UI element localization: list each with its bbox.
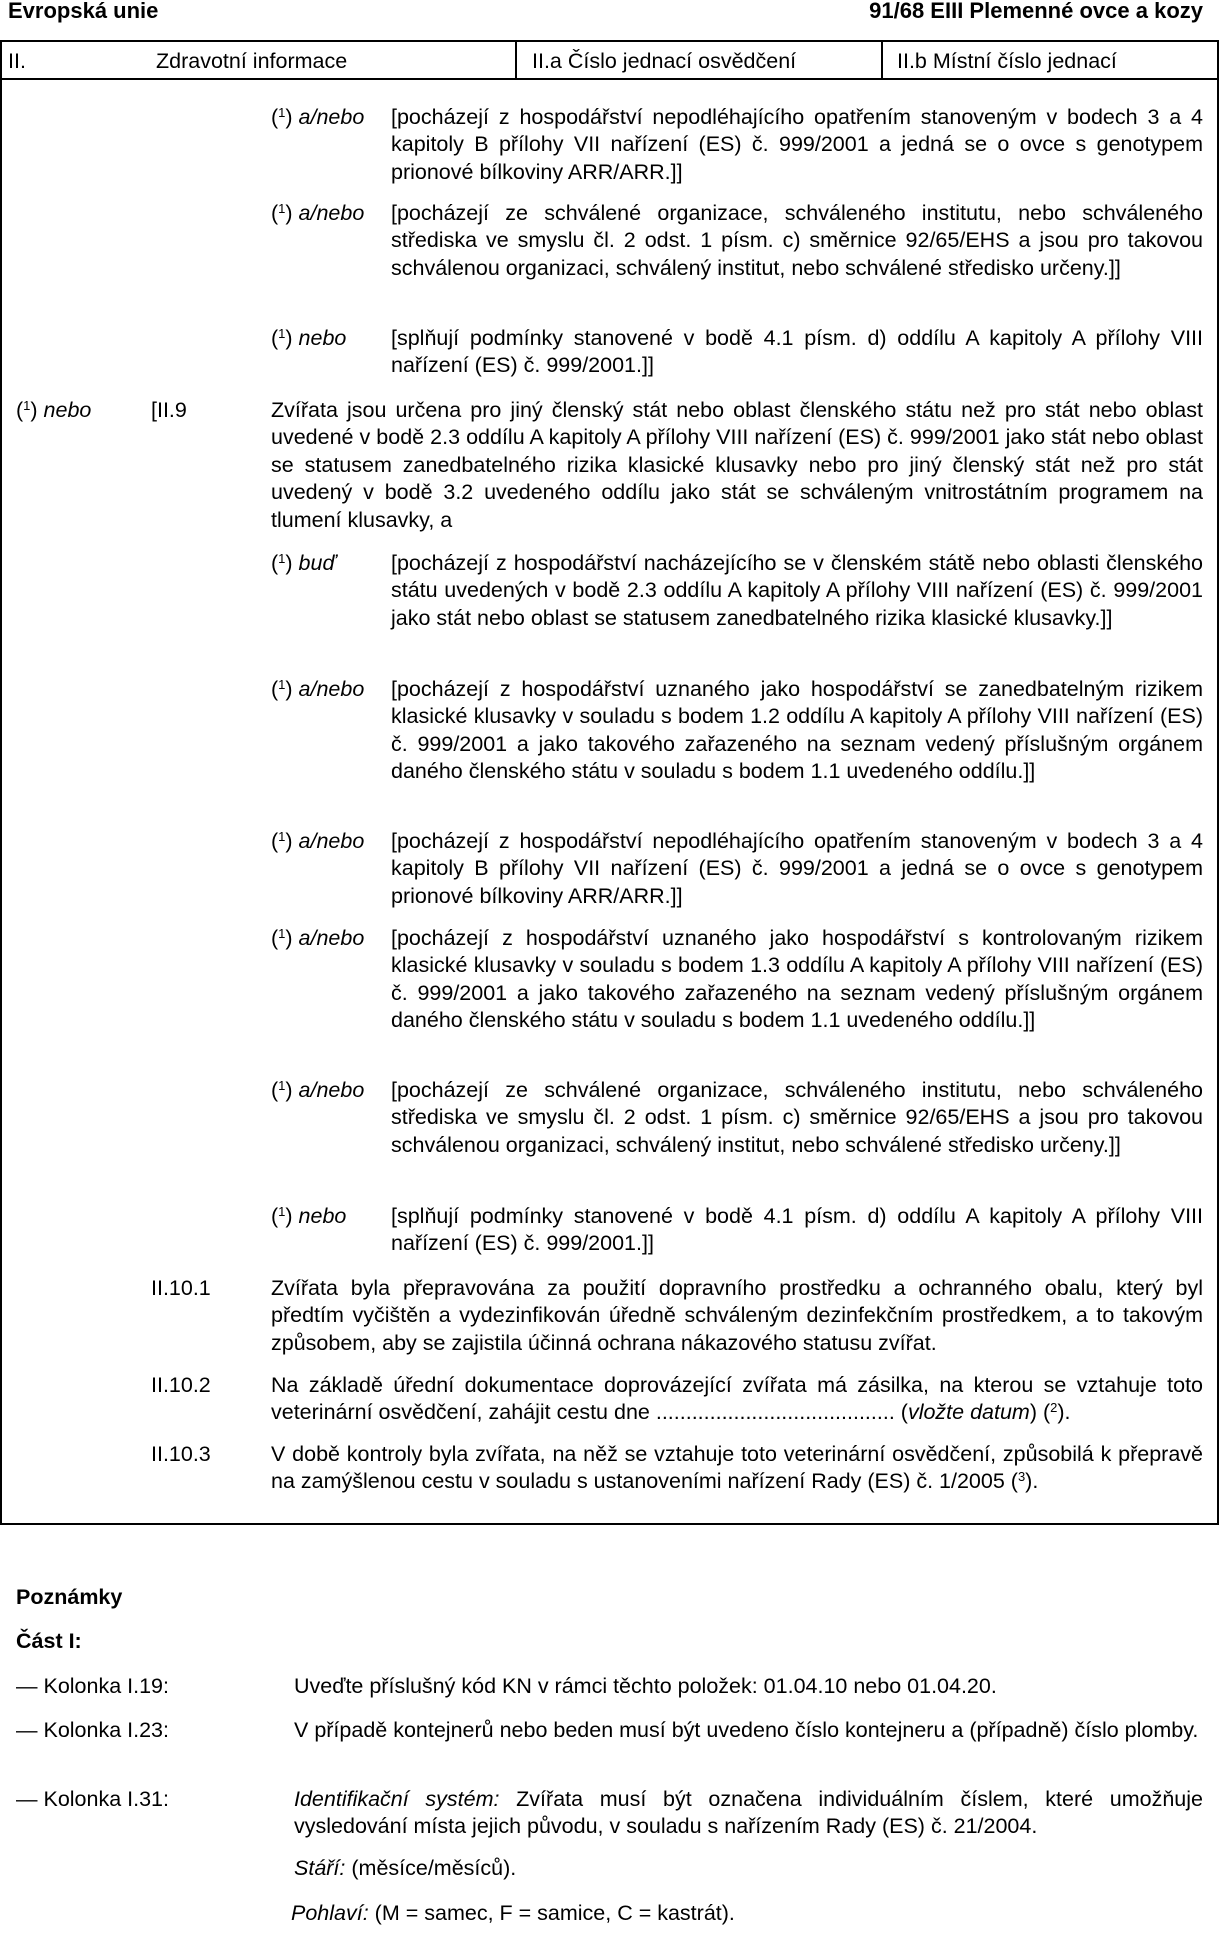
band-divider <box>881 40 883 80</box>
section-text-ii10-2: Na základě úřední dokumentace doprovázející zvířata má zásilka, na kterou se vztahuje toto veterinární osvědčení, zahájit cestu dne ........................................ (vložte datum) ($^2$). <box>271 1373 1203 1425</box>
option-text: [pocházejí z hospodářství uznaného jako hospodářství se zanedbatelným rizikem klasické klusavky v souladu s bodem 1.2 oddílu A kapitoly A přílohy VIII nařízení (ES) č. 999/2001 a jako takového zařazeného na seznam vedený příslušným orgánem daného členského státu v souladu s bodem 1.1 uvedeného oddílu.]] <box>391 677 1203 784</box>
note-text-23: V případě kontejnerů nebo beden musí být uvedeno číslo kontejneru a (případně) číslo plomby. <box>294 1718 1199 1742</box>
notes-part: Část I: <box>16 1629 82 1653</box>
section-text-ii9: Zvířata jsou určena pro jiný členský stát nebo oblast členského státu než pro stát nebo oblast uvedené v bodě 2.3 oddílu A kapitoly A přílohy VIII nařízení (ES) č. 999/2001 jako stát nebo oblast se statusem zanedbatelného rizika klasické klusavky nebo pro jiný členský stát než pro stát uvedený v bodě 3.2 uvedeného oddílu jako stát se schváleným vnitrostátním programem na tlumení klusavky, a <box>271 398 1203 532</box>
option-label: ($^1$) nebo <box>271 326 347 350</box>
option-text: [splňují podmínky stanovené v bodě 4.1 písm. d) oddílu A kapitoly A přílohy VIII nařízení (ES) č. 999/2001.]] <box>391 326 1203 378</box>
option-text: [pocházejí z hospodářství uznaného jako hospodářství s kontrolovaným rizikem klasické klusavky v souladu s bodem 1.3 oddílu A kapitoly A přílohy VIII nařízení (ES) č. 999/2001 a jako takového zařazeného na seznam vedený příslušným orgánem daného členského státu v souladu s bodem 1.1 uvedeného oddílu.]] <box>391 926 1203 1033</box>
option-label: ($^1$) nebo <box>16 398 92 422</box>
section-number-ii9: [II.9 <box>151 398 187 422</box>
option-label: ($^1$) a/nebo <box>271 1078 365 1102</box>
date-fill-in[interactable]: ........................................ <box>655 1400 895 1425</box>
note-sex: Pohlaví: (M = samec, F = samice, C = kastrát). <box>291 1901 735 1925</box>
option-text: [splňují podmínky stanovené v bodě 4.1 písm. d) oddílu A kapitoly A přílohy VIII nařízení (ES) č. 999/2001.]] <box>391 1204 1203 1256</box>
band-divider <box>515 40 517 80</box>
option-label: ($^1$) a/nebo <box>271 926 365 950</box>
option-label: ($^1$) a/nebo <box>271 105 365 129</box>
band-local-reference: II.b Místní číslo jednací <box>897 49 1117 73</box>
section-number-ii10-2: II.10.2 <box>151 1373 211 1397</box>
option-text: [pocházejí z hospodářství nacházejícího se v členském státě nebo oblasti členského státu uvedených v bodě 2.3 oddílu A kapitoly A přílohy VIII nařízení (ES) č. 999/2001 jako stát nebo oblast se statusem zanedbatelného rizika klasické klusavky.]] <box>391 551 1203 630</box>
option-text: [pocházejí z hospodářství nepodléhajícího opatřením stanoveným v bodech 3 a 4 kapitoly B přílohy VII nařízení (ES) č. 999/2001 a jedná se o ovce s genotypem prionové bílkoviny ARR/ARR.]] <box>391 829 1203 908</box>
band-section-number: II. <box>8 49 26 73</box>
header-right: 91/68 EIII Plemenné ovce a kozy <box>869 0 1203 23</box>
option-label: ($^1$) a/nebo <box>271 677 365 701</box>
section-bottom-border <box>0 1523 1219 1525</box>
option-label: ($^1$) nebo <box>271 1204 347 1228</box>
option-label: ($^1$) buď <box>271 551 336 575</box>
band-reference-number: II.a Číslo jednací osvědčení <box>532 49 797 73</box>
section-number-ii10-3: II.10.3 <box>151 1442 211 1466</box>
note-text-31: Identifikační systém: Zvířata musí být označena individuálním číslem, které umožňuje vysledování místa jejich původu, v souladu s nařízením Rady (ES) č. 21/2004. <box>294 1787 1203 1839</box>
option-text: [pocházejí ze schválené organizace, schváleného institutu, nebo schváleného střediska ve smyslu čl. 2 odst. 1 písm. c) směrnice 92/65/EHS a jsou pro takovou schválenou organizaci, schválený institut, nebo schválené středisko určeny.]] <box>391 1078 1203 1157</box>
section-band <box>0 40 1219 80</box>
note-text-19: Uveďte příslušný kód KN v rámci těchto položek: 01.04.10 nebo 01.04.20. <box>294 1674 997 1698</box>
note-label-31: — Kolonka I.31: <box>16 1787 169 1811</box>
band-section-title: Zdravotní informace <box>156 49 348 73</box>
section-number-ii10-1: II.10.1 <box>151 1276 211 1300</box>
option-label: ($^1$) a/nebo <box>271 201 365 225</box>
notes-title: Poznámky <box>16 1585 123 1609</box>
note-label-23: — Kolonka I.23: <box>16 1718 169 1742</box>
option-text: [pocházejí ze schválené organizace, schváleného institutu, nebo schváleného střediska ve smyslu čl. 2 odst. 1 písm. c) směrnice 92/65/EHS a jsou pro takovou schválenou organizaci, schválený institut, nebo schválené středisko určeny.]] <box>391 201 1203 280</box>
section-text-ii10-1: Zvířata byla přepravována za použití dopravního prostředku a ochranného obalu, který byl předtím vyčištěn a vydezinfikován úředně schváleným dezinfekčním prostředkem, a to takovým způsobem, aby se zajistila účinná ochrana nákazového statusu zvířat. <box>271 1276 1203 1355</box>
note-age: Stáří: (měsíce/měsíců). <box>294 1856 517 1880</box>
header-left: Evropská unie <box>8 0 159 23</box>
page-header <box>0 0 1219 24</box>
option-label: ($^1$) a/nebo <box>271 829 365 853</box>
left-border <box>0 40 2 1525</box>
section-text-ii10-3: V době kontroly byla zvířata, na něž se vztahuje toto veterinární osvědčení, způsobilá k přepravě na zamýšlenou cestu v souladu s ustanoveními nařízení Rady (ES) č. 1/2005 ($^3$). <box>271 1442 1203 1494</box>
note-label-19: — Kolonka I.19: <box>16 1674 169 1698</box>
option-text: [pocházejí z hospodářství nepodléhajícího opatřením stanoveným v bodech 3 a 4 kapitoly B přílohy VII nařízení (ES) č. 999/2001 a jedná se o ovce s genotypem prionové bílkoviny ARR/ARR.]] <box>391 105 1203 184</box>
